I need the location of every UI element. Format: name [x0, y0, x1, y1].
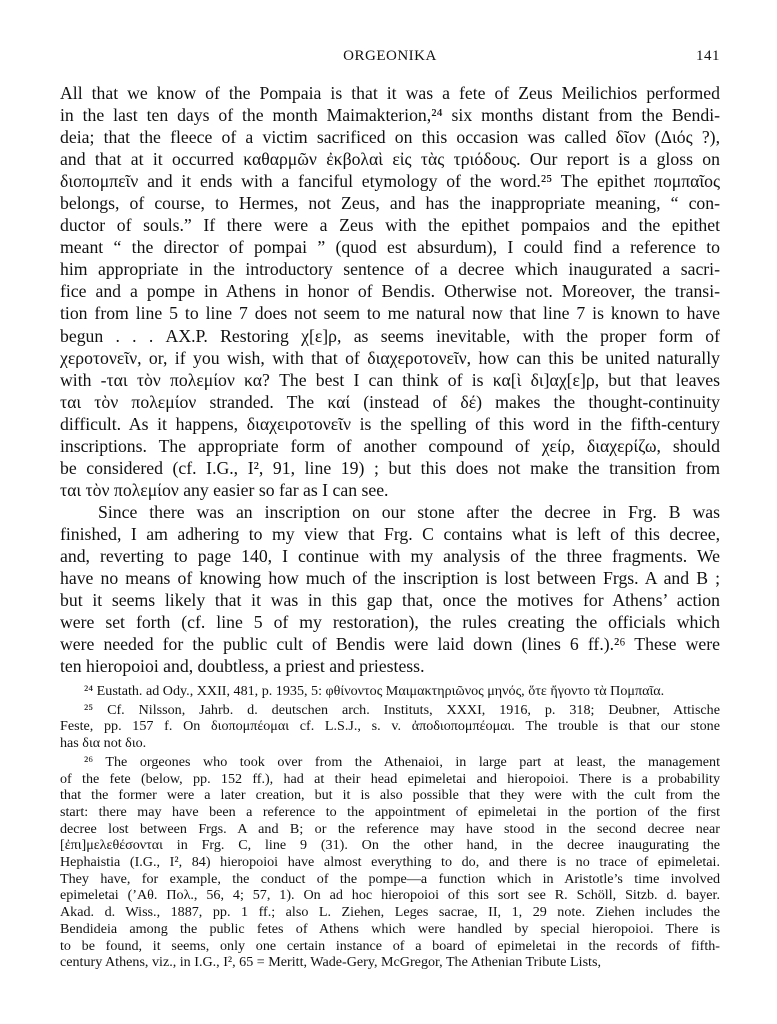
text-line: χεροτονεῖν, or, if you wish, with that of διαχεροτονεῖν, how can this be united naturally — [60, 347, 720, 368]
text-line: tion from line 5 to line 7 does not seem to me natural now that line 7 is known to have — [60, 303, 720, 324]
text-line: ten hieropoioi and, doubtless, a priest and priestess. — [60, 656, 425, 677]
text-line: difficult. As it happens, διαχειροτονεῖν is the spelling of this word in the fifth-century — [60, 413, 720, 434]
text-line: to be found, it seems, only one certain instance of a board of epimeletai in the records of fifth- — [60, 937, 720, 954]
text-line: were needed for the public cult of Bendis were laid down (lines 6 ff.).²⁶ These were — [60, 634, 720, 655]
text-line: meant “ the director of pompai ” (quod est absurdum), I could find a reference to — [60, 237, 720, 258]
text-line: has δια not διο. — [60, 735, 147, 752]
text-line: Since there was an inscription on our stone after the decree in Frg. B was — [98, 501, 720, 522]
text-line: finished, I am adhering to my view that Frg. C contains what is left of this decree, — [60, 523, 720, 544]
text-line: [ἐπι]μελεθέσονται in Frg. C, line 9 (31). On the other hand, in the decree inaugurating the — [60, 837, 720, 854]
running-head: ORGEONIKA — [343, 48, 437, 64]
text-line: be considered (cf. I.G., I², 91, line 19) ; but this does not make the transition from — [60, 457, 720, 478]
paragraph-pompaia — [60, 82, 720, 501]
text-line: διοπομπεῖν and it ends with a fanciful etymology of the word.²⁵ The epithet πομπαῖος — [60, 171, 720, 192]
text-line: deia; that the fleece of a victim sacrificed on this occasion was called δῖον (Διός ?), — [60, 127, 720, 148]
main-text — [60, 82, 720, 677]
text-line: ται τὸν πολεμίον any easier so far as I can see. — [60, 479, 389, 500]
page-number: 141 — [696, 48, 720, 64]
footnote-25 — [60, 702, 720, 752]
text-line: but it seems likely that it was in this gap that, once the motives for Athens’ action — [60, 590, 720, 611]
text-line: Feste, pp. 157 f. On διοπομπέομαι cf. L.S.J., s. v. ἀποδιοπομπέομαι. The trouble is that our stone — [60, 718, 720, 735]
text-line: start: there may have been a reference to the appointment of epimeletai in the portion of the first — [60, 803, 720, 820]
text-line: were set forth (cf. line 5 of my restoration), the rules creating the officials which — [60, 612, 720, 633]
paragraph-analysis — [60, 501, 720, 677]
text-line: him appropriate in the introductory sentence of a decree which inaugurated a sacri- — [60, 259, 720, 280]
text-line: Akad. d. Wiss., 1887, pp. 1 ff.; also L. Ziehen, Leges sacrae, II, 1, 29 note. Ziehen includes the — [60, 904, 720, 921]
text-line: that the former were a later creation, but it is also possible that they were with the cult from the — [60, 787, 720, 804]
text-line: in the last ten days of the month Maimakterion,²⁴ six months distant from the Bendi- — [60, 105, 720, 126]
text-line: and that at it occurred καθαρμῶν ἐκβολαὶ εἰς τὰς τριόδους. Our report is a gloss on — [60, 149, 720, 170]
text-line: ται τὸν πολεμίον stranded. The καί (instead of δέ) makes the thought-continuity — [60, 391, 720, 412]
text-line: decree lost between Frgs. A and B; or the reference may have stood in the second decree near — [60, 820, 720, 837]
text-line: All that we know of the Pompaia is that it was a fete of Zeus Meilichios performed — [60, 83, 720, 103]
text-line: of the fete (below, pp. 152 ff.), had at their head epimeletai and hieropoioi. There is a probability — [60, 770, 720, 787]
text-line: with -ται τὸν πολεμίον κα? The best I can think of is κα[ὶ δι]αχ[ε]ρ, but that leaves — [60, 369, 720, 390]
text-line: ²⁵ Cf. Nilsson, Jahrb. d. deutschen arch. Instituts, XXXI, 1916, p. 318; Deubner, Attische — [84, 701, 720, 718]
text-line: have no means of knowing how much of the inscription is lost between Frgs. A and B ; — [60, 568, 720, 589]
text-line: inscriptions. The appropriate form of another compound of χείρ, διαχερίζω, should — [60, 435, 720, 456]
text-line: fice and a pompe in Athens in honor of Bendis. Otherwise not. Moreover, the transi- — [60, 281, 720, 302]
text-line: and, reverting to page 140, I continue with my analysis of the three fragments. We — [60, 545, 720, 566]
text-line: century Athens, viz., in I.G., I², 65 = Meritt, Wade-Gery, McGregor, The Athenian Tribute Lists, — [60, 954, 601, 971]
text-line: ductor of souls.” If there were a Zeus with the epithet pompaios and the epithet — [60, 215, 720, 236]
footnotes — [60, 683, 720, 973]
text-line: Bendideia among the public fetes of Athens which were handled by special hieropoioi. There is — [60, 920, 720, 937]
text-line: ²⁴ Eustath. ad Ody., XXII, 481, p. 1935, 5: φθίνοντος Μαιμακτηριῶνος μηνός, ὅτε ἤγοντο τὰ Πομπαῖα. — [84, 683, 665, 699]
footnote-26 — [60, 754, 720, 971]
text-line: epimeletai (’Αθ. Πολ., 56, 4; 57, 1). On ad hoc hieropoioi of this sort see R. Schöll, Sitzb. d. bayer. — [60, 887, 720, 904]
text-line: begun . . . ΑΧ.Ρ. Restoring χ[ε]ρ, as seems inevitable, with the proper form of — [60, 325, 720, 346]
text-line: belongs, of course, to Hermes, not Zeus, and has the inappropriate meaning, “ con- — [60, 193, 720, 214]
text-line: ²⁶ The orgeones who took over from the Athenaioi, in large part at least, the management — [84, 753, 720, 770]
text-line: Hephaistia (I.G., I², 84) hieropoioi have almost everything to do, and there is no trace of epimeletai. — [60, 854, 720, 871]
text-line: They have, for example, the conduct of the pompe—a function which in Aristotle’s time involved — [60, 870, 720, 887]
footnote-24 — [60, 683, 720, 700]
